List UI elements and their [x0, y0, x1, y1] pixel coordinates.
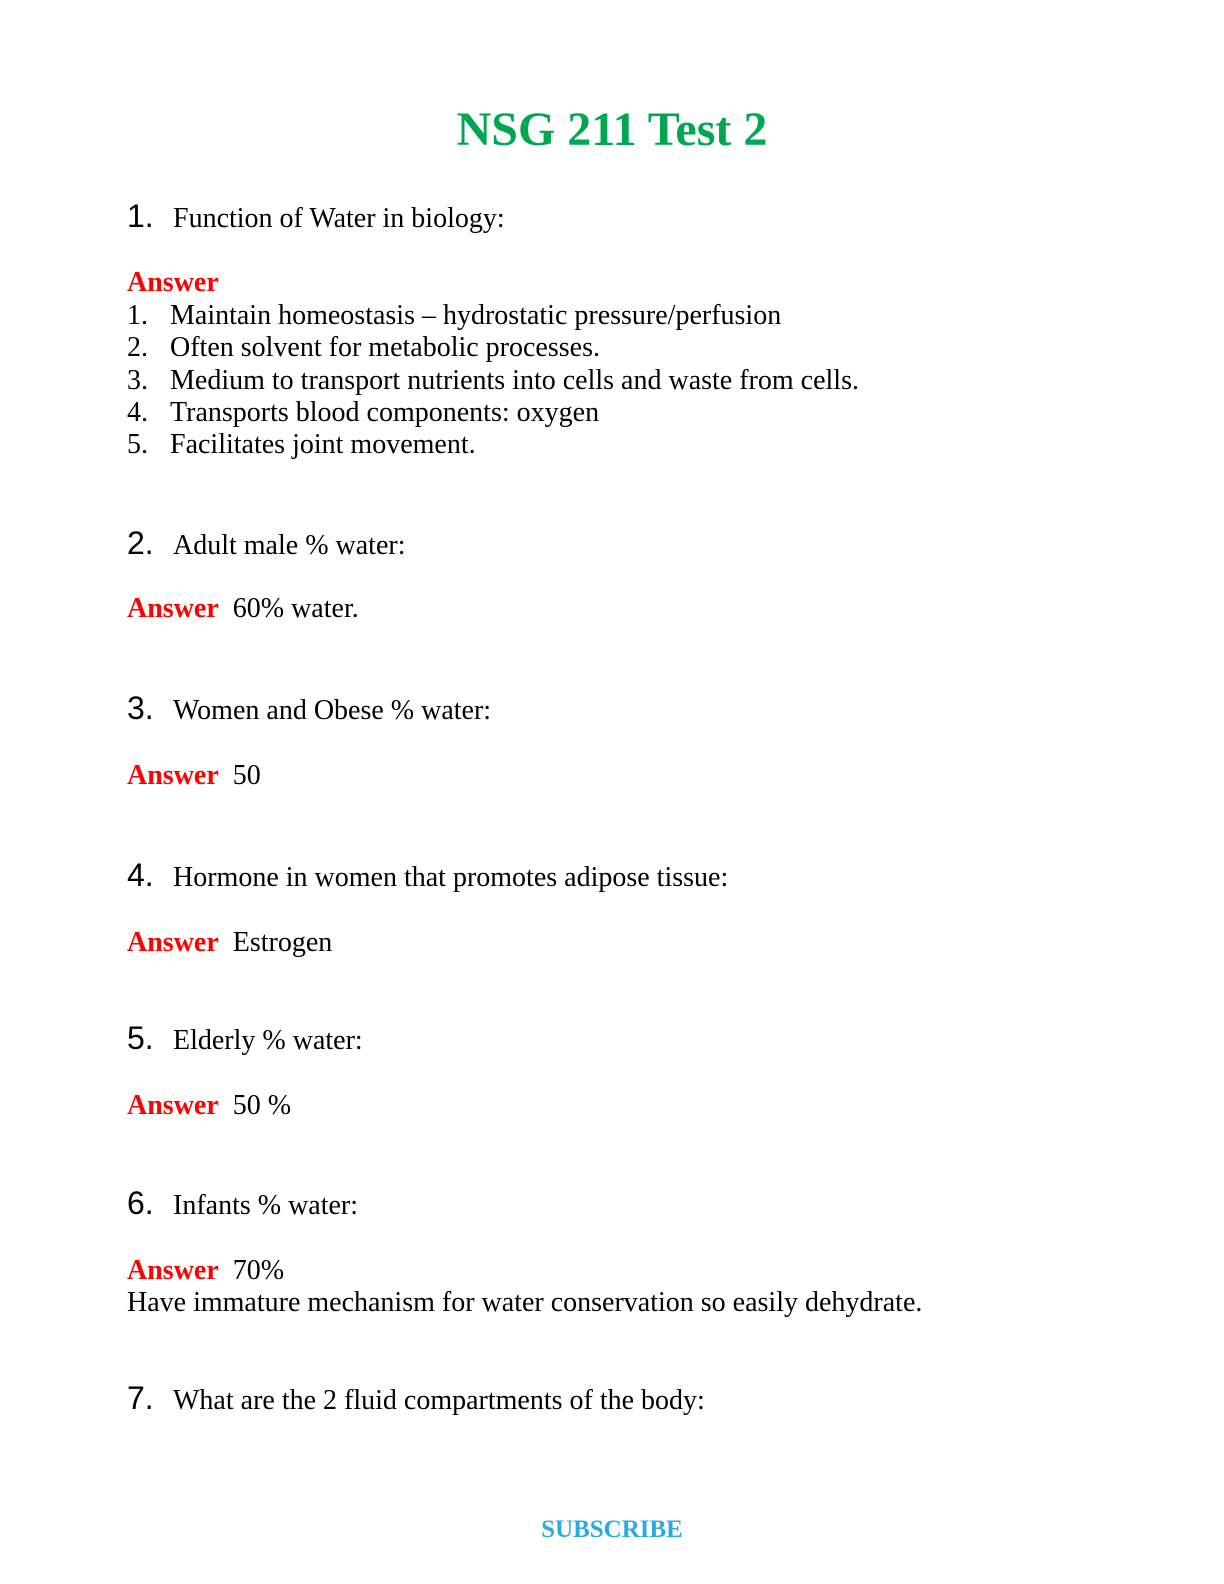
page-title: NSG 211 Test 2: [456, 103, 768, 156]
answer-text: Estrogen: [232, 927, 333, 958]
question-number: 2.: [127, 525, 154, 561]
question-number: 3.: [127, 690, 154, 726]
question-number: 1.: [127, 198, 154, 234]
list-item-text: Often solvent for metabolic processes.: [170, 332, 600, 364]
answer-list-1: [127, 300, 859, 461]
question-number: 5.: [127, 1020, 154, 1056]
answer-3: [127, 760, 261, 792]
question-text: Elderly % water:: [173, 1025, 363, 1056]
question-text: Adult male % water:: [173, 530, 406, 561]
list-item-number: 3.: [127, 364, 148, 396]
list-item: [127, 429, 859, 461]
answer-label-1: [127, 267, 219, 299]
list-item-text: Facilitates joint movement.: [170, 429, 476, 461]
list-item-number: 5.: [127, 429, 148, 461]
answer-2: [127, 593, 359, 625]
footer: [0, 1513, 1224, 1546]
list-item: [127, 332, 859, 364]
question-text: Function of Water in biology:: [173, 203, 505, 234]
list-item-number: 1.: [127, 300, 148, 331]
question-7: [127, 1382, 705, 1417]
question-text: Women and Obese % water:: [173, 695, 492, 726]
question-2: [127, 527, 405, 562]
question-4: [127, 859, 728, 894]
answer-4: [127, 927, 332, 959]
question-text: Hormone in women that promotes adipose tissue:: [173, 862, 729, 893]
answer-text: 60% water.: [232, 593, 359, 624]
answer-6: [127, 1255, 922, 1319]
answer-label: Answer: [127, 760, 219, 791]
question-text: Infants % water:: [173, 1190, 359, 1221]
question-number: 6.: [127, 1185, 154, 1221]
answer-5: [127, 1090, 291, 1122]
list-item: [127, 300, 859, 332]
answer-note: Have immature mechanism for water conservation so easily dehydrate.: [127, 1287, 923, 1318]
question-6: [127, 1187, 358, 1222]
answer-label: Answer: [127, 267, 219, 298]
list-item-number: 2.: [127, 332, 148, 364]
answer-text: 70%: [232, 1255, 285, 1286]
list-item-number: 4.: [127, 396, 148, 428]
list-item-text: Medium to transport nutrients into cells and waste from cells.: [170, 364, 859, 396]
list-item-text: Maintain homeostasis – hydrostatic pressure/perfusion: [170, 300, 782, 331]
list-item-text: Transports blood components: oxygen: [170, 396, 600, 428]
question-3: [127, 692, 491, 727]
question-1: [127, 200, 505, 235]
answer-label: Answer: [127, 593, 219, 624]
answer-label: Answer: [127, 927, 219, 958]
list-item: [127, 365, 859, 397]
answer-label: Answer: [127, 1255, 219, 1286]
answer-text: 50: [232, 760, 261, 791]
list-item: [127, 397, 859, 429]
question-number: 4.: [127, 857, 154, 893]
subscribe-link[interactable]: SUBSCRIBE: [541, 1516, 683, 1543]
answer-line: [127, 1255, 922, 1287]
answer-text: 50 %: [232, 1090, 292, 1121]
question-5: [127, 1022, 363, 1057]
question-number: 7.: [127, 1380, 154, 1416]
answer-label: Answer: [127, 1090, 219, 1121]
question-text: What are the 2 fluid compartments of the body:: [173, 1385, 705, 1416]
